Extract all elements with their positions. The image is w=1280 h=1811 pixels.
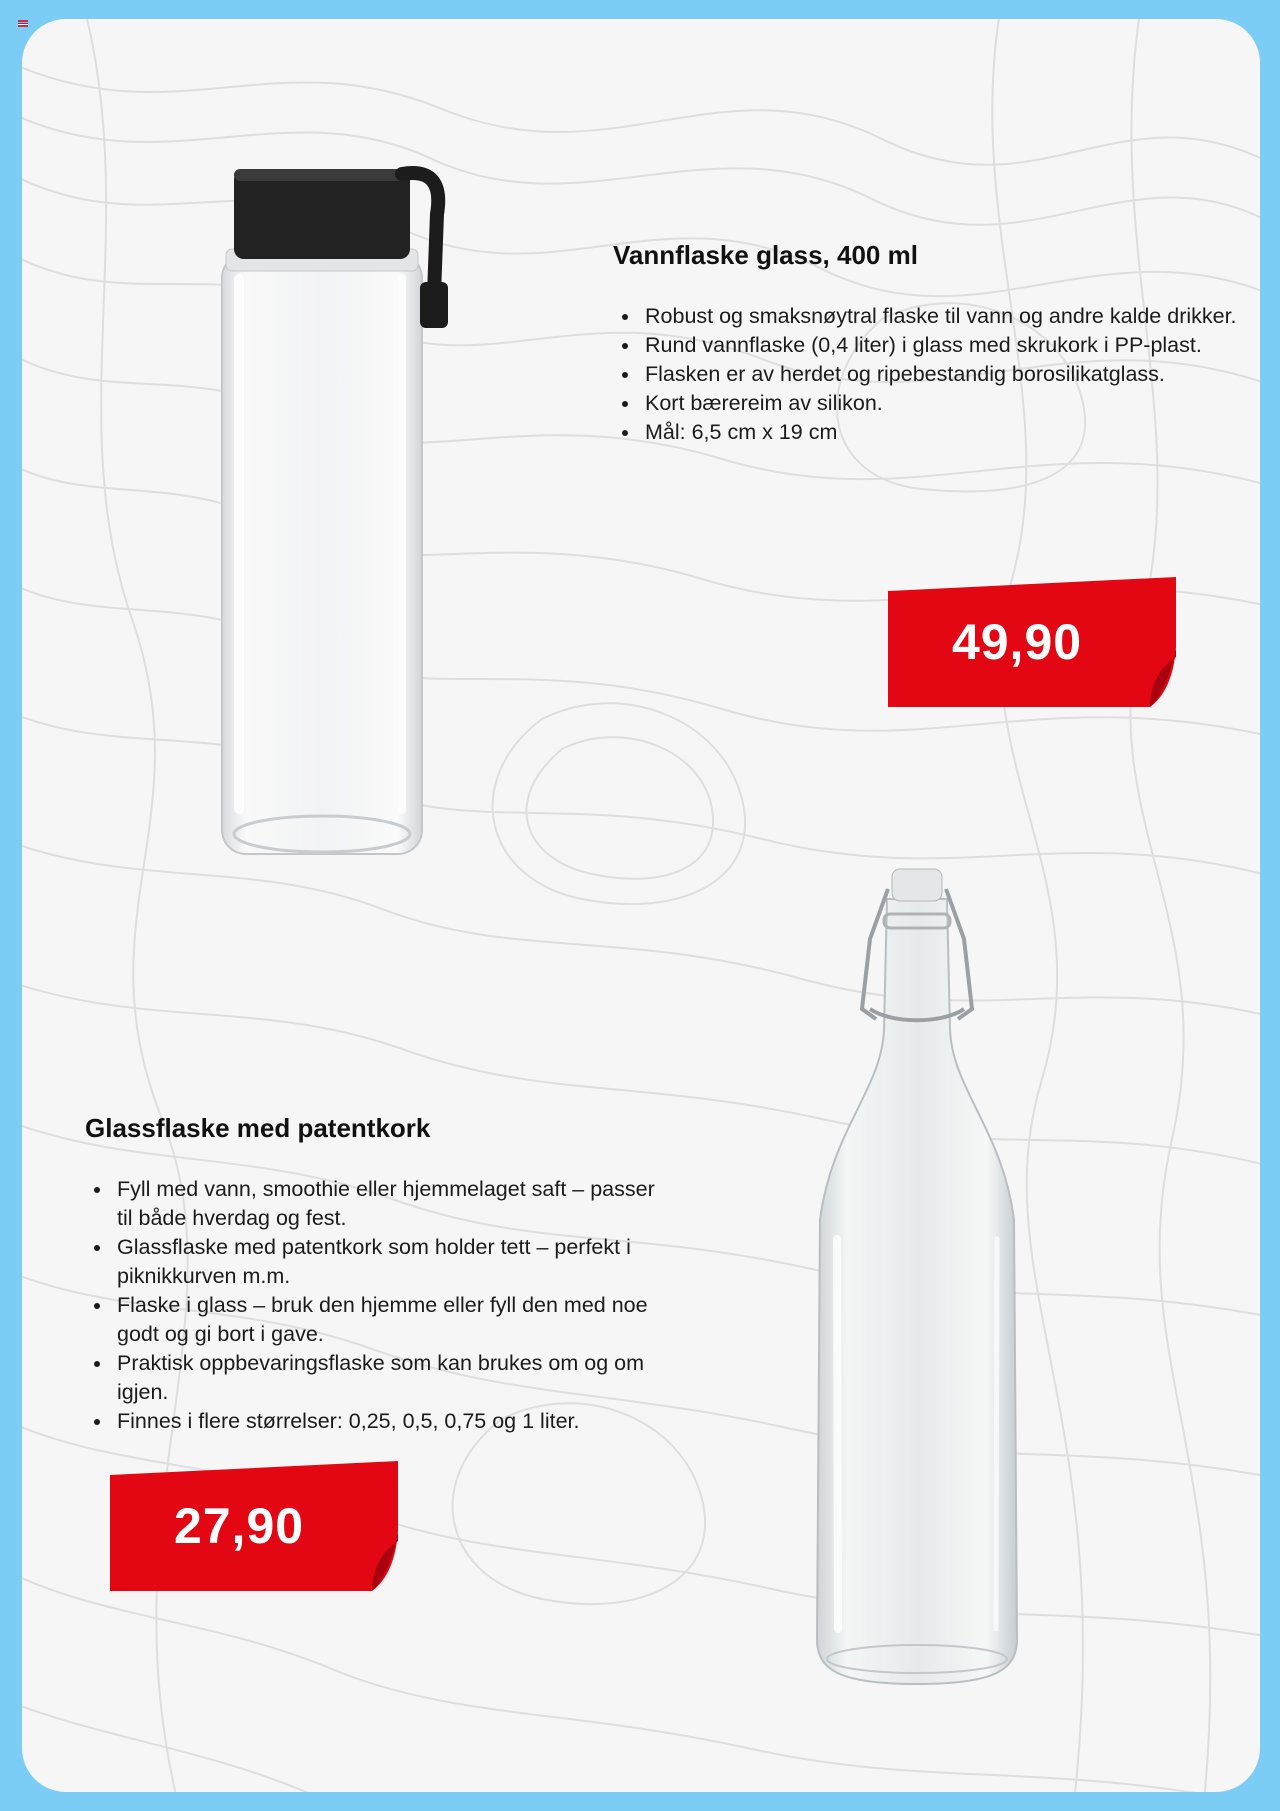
list-item: • Robust og smaksnøytral flaske til vann og andre kalde drikker.: [641, 302, 1241, 331]
list-item: • Finnes i flere størrelser: 0,25, 0,5, 0,75 og 1 liter.: [113, 1407, 673, 1436]
list-item: • Glassflaske med patentkork som holder tett – perfekt i piknikkurven m.m.: [113, 1233, 673, 1291]
price-label: 27,90: [173, 1498, 305, 1554]
list-item: • Flasken er av herdet og ripebestandig borosilikatglass.: [641, 360, 1241, 389]
list-item: • Mål: 6,5 cm x 19 cm: [641, 418, 1241, 447]
price-label: 49,90: [951, 614, 1083, 670]
price-tag: [110, 1461, 398, 1591]
list-item: • Kort bærereim av silikon.: [641, 389, 1241, 418]
list-item: • Fyll med vann, smoothie eller hjemmelaget saft – passer til både hverdag og fest.: [113, 1175, 673, 1233]
catalog-page: [22, 19, 1260, 1792]
list-item: • Praktisk oppbevaringsflaske som kan brukes om og om igjen.: [113, 1349, 673, 1407]
product-title: Vannflaske glass, 400 ml: [613, 240, 918, 270]
water-bottle-image: [202, 144, 462, 914]
list-item: • Rund vannflaske (0,4 liter) i glass med skrukork i PP-plast.: [641, 331, 1241, 360]
product-feature-list: [85, 1175, 673, 1436]
swing-top-bottle-image: [792, 859, 1042, 1709]
price-tag: [888, 577, 1176, 707]
product-title: Glassflaske med patentkork: [85, 1113, 431, 1143]
list-item: • Flaske i glass – bruk den hjemme eller fyll den med noe godt og gi bort i gave.: [113, 1291, 673, 1349]
product-feature-list: [613, 302, 1241, 447]
